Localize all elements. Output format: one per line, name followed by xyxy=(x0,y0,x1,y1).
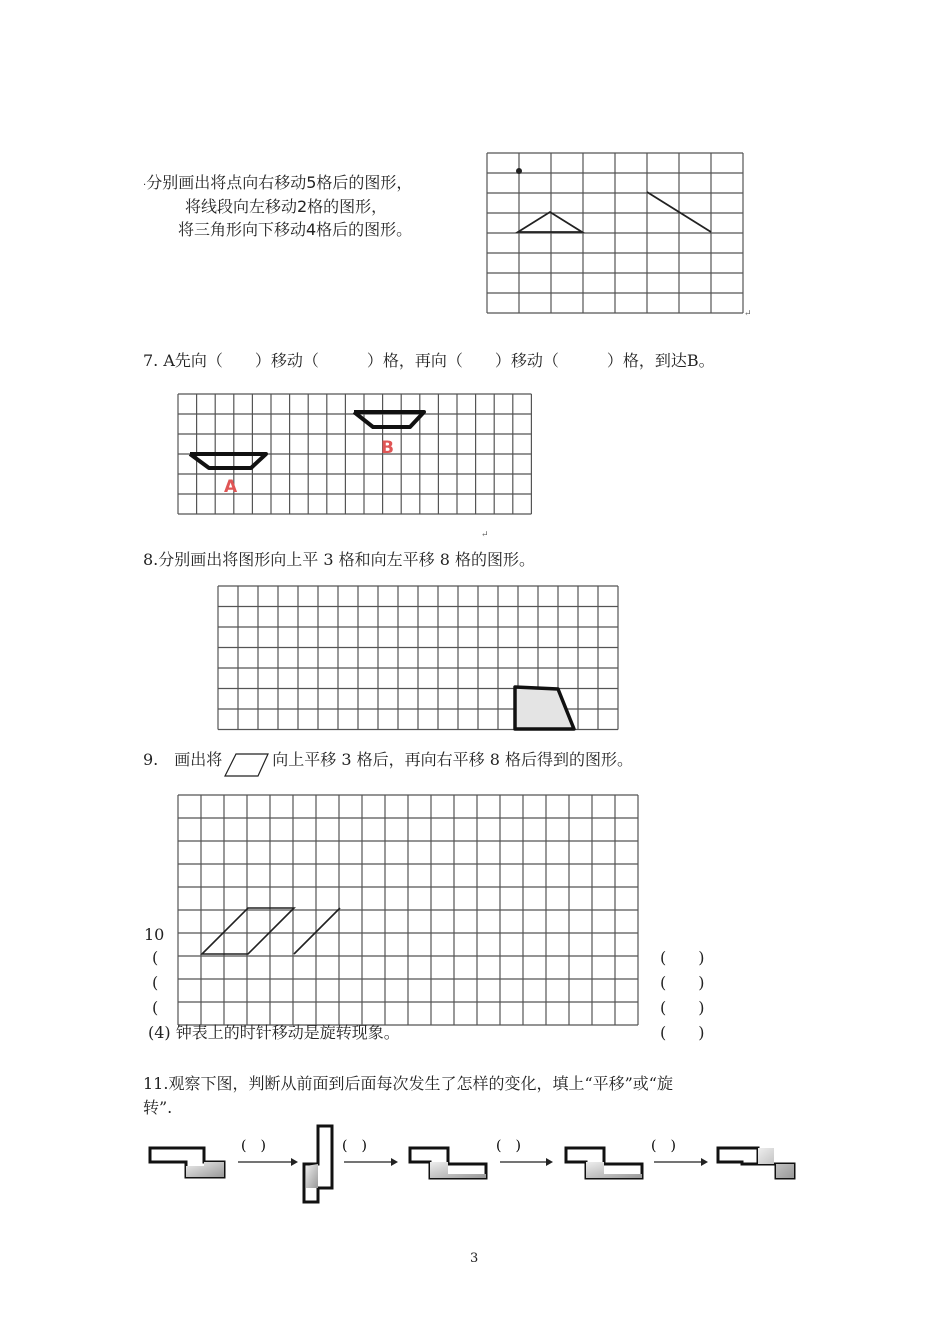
q11-shapes-figure xyxy=(146,1122,806,1212)
q6-line2: 将线段向左移动2格的图形， xyxy=(185,197,388,216)
q6-line1: .分别画出将点向右移动5格后的图形， xyxy=(143,173,413,192)
q10-row-2: ( xyxy=(152,973,159,992)
q11-blank-3: ( ) xyxy=(496,1138,521,1154)
q11-arrow-2 xyxy=(344,1158,398,1166)
q6-line3: 将三角形向下移动4格后的图形。 xyxy=(178,220,413,239)
q8-grid-figure xyxy=(216,585,616,737)
q11-line1: 11.观察下图，判断从前面到后面每次发生了怎样的变化，填上“平移”或“旋 xyxy=(143,1074,673,1093)
q11-shape-5 xyxy=(718,1148,794,1178)
q11-line2: 转”. xyxy=(143,1098,173,1117)
q10-answer-2[interactable]: ( ) xyxy=(660,973,705,992)
q10-row-3: ( xyxy=(152,998,159,1017)
q10-answer-1[interactable]: ( ) xyxy=(660,948,705,967)
q11-shape-4 xyxy=(566,1148,642,1178)
q11-arrow-4 xyxy=(654,1158,708,1166)
q7-trapezoid-a xyxy=(190,454,266,468)
q11-arrow-1 xyxy=(238,1158,298,1166)
q11-shape-3 xyxy=(410,1148,486,1178)
q6-grid-figure xyxy=(486,152,756,322)
q11-blank-1: ( ) xyxy=(241,1138,266,1154)
q11-blank-4: ( ) xyxy=(651,1138,676,1154)
q11-arrow-3 xyxy=(500,1158,553,1166)
q9-parallelogram-1 xyxy=(202,908,294,954)
q9-text-before: 9. 画出将 xyxy=(143,750,223,769)
q11-blank-2: ( ) xyxy=(342,1138,367,1154)
q6-grid-lines xyxy=(487,153,743,313)
q9-grid-figure xyxy=(176,793,638,1029)
q7-question: 7. A先向（ ）移动（ ）格，再向（ ）移动（ ）格，到达B。 xyxy=(143,351,715,370)
q9-parallelogram-2 xyxy=(294,908,340,954)
q9-question xyxy=(143,749,633,772)
q9-parallelogram-icon xyxy=(222,752,272,772)
q7-label-a: A xyxy=(224,477,238,497)
q6-return-mark: ↵ xyxy=(744,309,752,319)
q10-answer-4[interactable]: ( ) xyxy=(660,1023,705,1042)
q7-grid-figure xyxy=(176,392,556,542)
q8-quadrilateral xyxy=(515,687,574,729)
q10-answer-3[interactable]: ( ) xyxy=(660,998,705,1017)
q11-shape-1 xyxy=(150,1148,224,1177)
q10-row-1: ( xyxy=(152,948,159,967)
page-number: 3 xyxy=(470,1251,479,1266)
q7-return-mark: ↵ xyxy=(481,530,489,540)
q6-triangle xyxy=(518,212,582,232)
q10-number: 10 xyxy=(144,925,165,944)
q8-question: 8.分别画出将图形向上平 3 格和向左平移 8 格的图形。 xyxy=(143,550,535,569)
q10-row-4: (4) 钟表上的时针移动是旋转现象。 xyxy=(148,1023,400,1042)
q11-shape-2 xyxy=(304,1126,332,1202)
q9-text-after: 向上平移 3 格后，再向右平移 8 格后得到的图形。 xyxy=(272,750,633,769)
q6-point xyxy=(516,168,522,174)
q7-label-b: B xyxy=(381,438,394,458)
